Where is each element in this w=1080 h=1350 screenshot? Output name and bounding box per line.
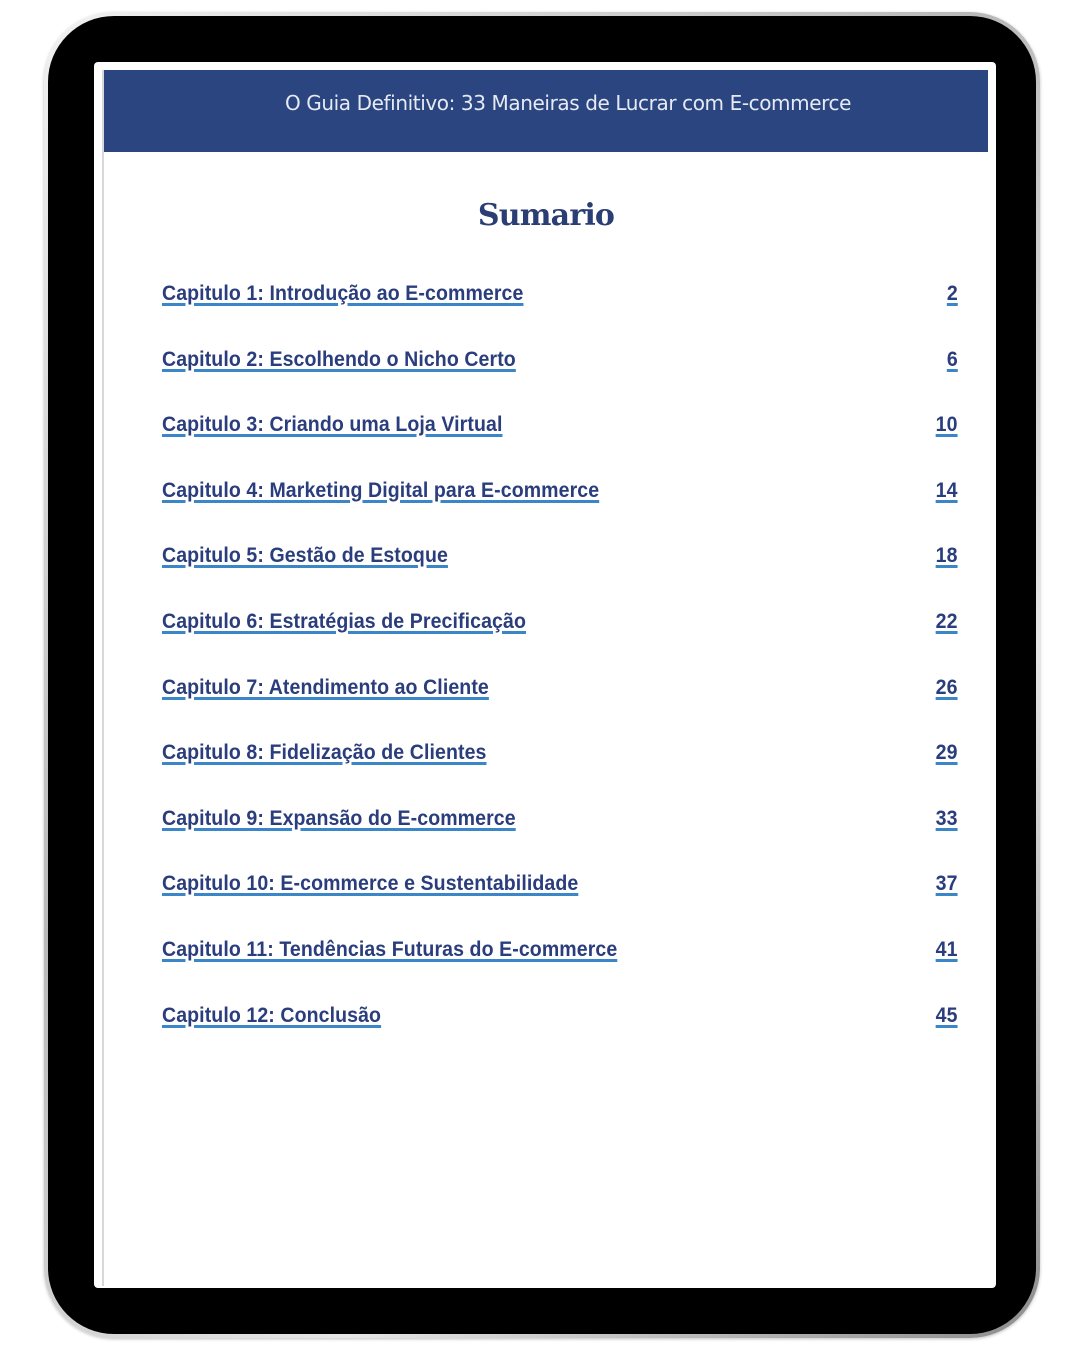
toc-page-number-link[interactable]: 26 xyxy=(936,675,958,699)
toc-page-number-link[interactable]: 41 xyxy=(936,937,958,961)
toc-chapter-link[interactable]: Capitulo 2: Escolhendo o Nicho Certo xyxy=(162,347,516,371)
table-of-contents-list xyxy=(162,282,958,1069)
toc-chapter-link[interactable]: Capitulo 1: Introdução ao E-commerce xyxy=(162,282,524,305)
toc-page-number-link[interactable]: 29 xyxy=(936,741,958,765)
toc-entry-12 xyxy=(162,1004,958,1070)
toc-chapter-link[interactable]: Capitulo 12: Conclusão xyxy=(162,1003,382,1027)
toc-page-number-link[interactable]: 33 xyxy=(936,806,958,830)
toc-chapter-link[interactable]: Capitulo 3: Criando uma Loja Virtual xyxy=(162,413,503,437)
toc-chapter-link[interactable]: Capitulo 8: Fidelização de Clientes xyxy=(162,741,487,765)
toc-page-number-link[interactable]: 10 xyxy=(936,413,958,437)
toc-entry-6 xyxy=(162,610,958,676)
toc-page-number-link[interactable]: 2 xyxy=(947,282,958,305)
toc-chapter-link[interactable]: Capitulo 4: Marketing Digital para E-commerce xyxy=(162,478,600,502)
toc-entry-8 xyxy=(162,741,958,807)
toc-chapter-link[interactable]: Capitulo 7: Atendimento ao Cliente xyxy=(162,675,489,699)
toc-page-number-link[interactable]: 6 xyxy=(947,347,958,371)
toc-page-number-link[interactable]: 45 xyxy=(936,1003,958,1027)
toc-chapter-link[interactable]: Capitulo 5: Gestão de Estoque xyxy=(162,544,448,568)
table-of-contents-title: Sumario xyxy=(477,198,615,233)
toc-entry-3 xyxy=(162,413,958,479)
tablet-screen xyxy=(94,62,996,1288)
document-header-title: O Guia Definitivo: 33 Maneiras de Lucrar com E-commerce xyxy=(284,91,852,115)
toc-chapter-link[interactable]: Capitulo 10: E-commerce e Sustentabilidade xyxy=(162,872,579,896)
toc-entry-10 xyxy=(162,872,958,938)
toc-entry-7 xyxy=(162,676,958,742)
toc-page-number-link[interactable]: 14 xyxy=(936,478,958,502)
toc-chapter-link[interactable]: Capitulo 9: Expansão do E-commerce xyxy=(162,806,516,830)
toc-entry-9 xyxy=(162,807,958,873)
toc-entry-4 xyxy=(162,479,958,545)
toc-entry-11 xyxy=(162,938,958,1004)
toc-page-number-link[interactable]: 22 xyxy=(936,609,958,633)
toc-entry-1 xyxy=(162,282,958,348)
document-page xyxy=(102,70,988,1286)
document-header-bar xyxy=(104,70,988,152)
toc-page-number-link[interactable]: 37 xyxy=(936,872,958,896)
toc-page-number-link[interactable]: 18 xyxy=(936,544,958,568)
toc-chapter-link[interactable]: Capitulo 11: Tendências Futuras do E-commerce xyxy=(162,937,618,961)
toc-entry-5 xyxy=(162,544,958,610)
toc-entry-2 xyxy=(162,348,958,414)
toc-chapter-link[interactable]: Capitulo 6: Estratégias de Precificação xyxy=(162,609,526,633)
